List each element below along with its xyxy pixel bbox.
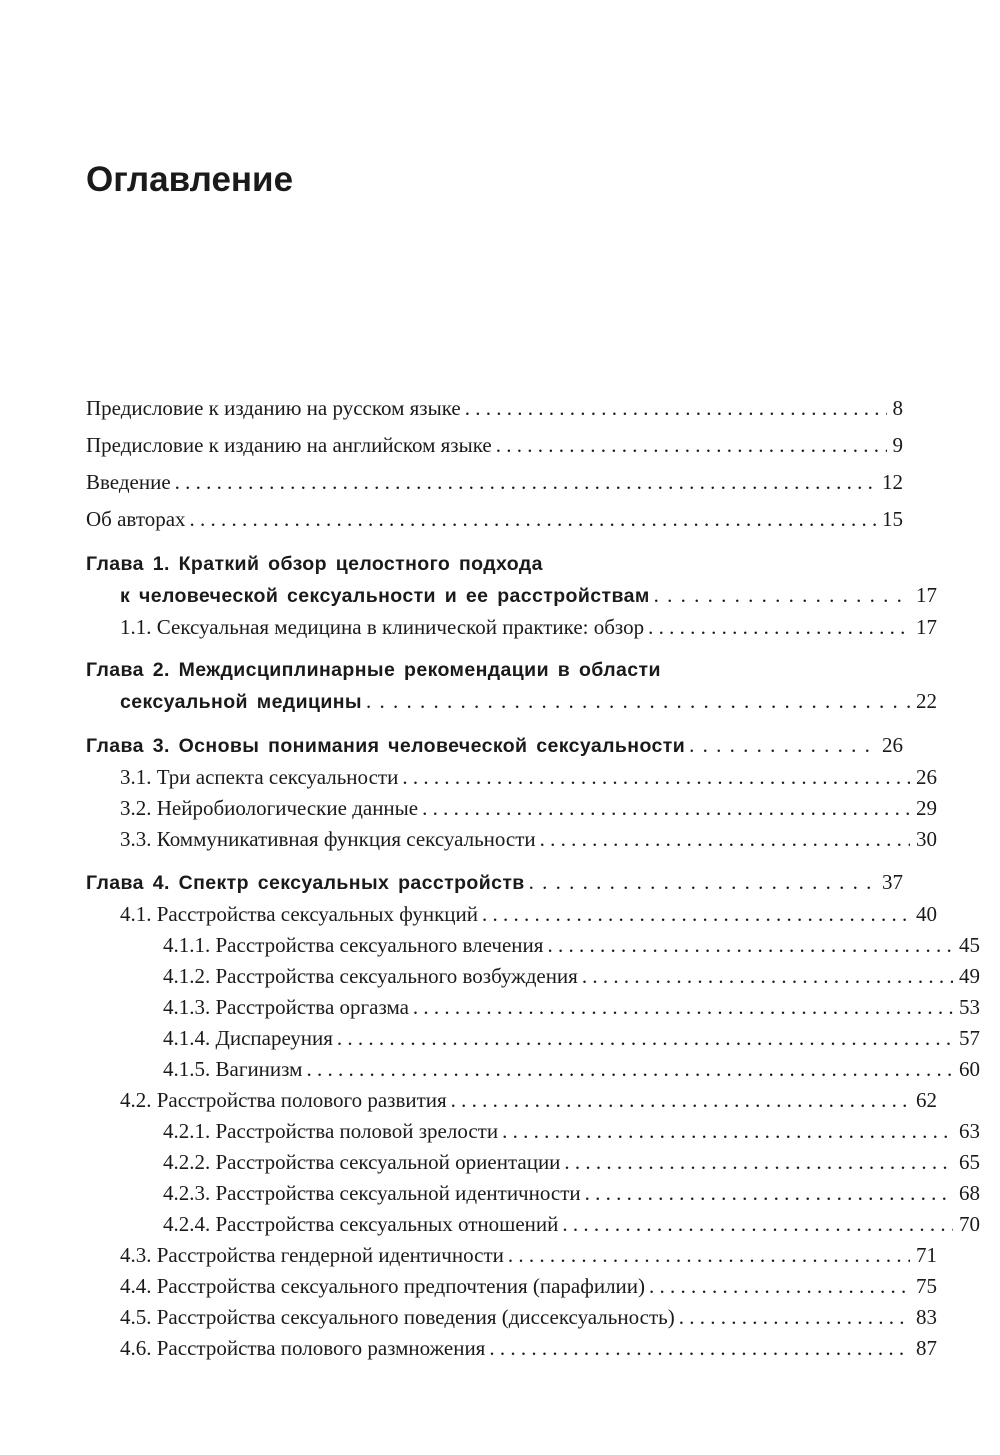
dot-leader (306, 1054, 953, 1085)
entry-page: 40 (916, 902, 937, 926)
dot-leader (402, 762, 910, 793)
entry-title: Предисловие к изданию на английском языке (86, 433, 492, 457)
entry-page: 75 (916, 1274, 937, 1298)
entry-title: 4.2.2. Расстройства сексуальной ориентации (163, 1150, 561, 1174)
dot-leader (582, 961, 953, 992)
dot-leader (649, 1271, 910, 1302)
entry-page: 60 (959, 1057, 980, 1081)
entry-title: Введение (86, 470, 171, 494)
entry-page: 71 (916, 1243, 937, 1267)
dot-leader (366, 686, 910, 717)
dot-leader (190, 504, 876, 535)
toc-subsection-4-1-5[interactable] (86, 1054, 980, 1085)
toc-section-4-2[interactable] (86, 1085, 937, 1116)
entry-page: 30 (916, 827, 937, 851)
dot-leader (465, 393, 887, 424)
dot-leader (489, 1333, 910, 1364)
entry-page: 70 (959, 1212, 980, 1236)
entry-title: 4.2.4. Расстройства сексуальных отношений (163, 1212, 559, 1236)
entry-title: 3.2. Нейробиологические данные (120, 796, 419, 820)
entry-title: 4.1.4. Диспареуния (163, 1026, 333, 1050)
dot-leader (451, 1085, 910, 1116)
entry-title: Об авторах (86, 507, 186, 531)
entry-page: 37 (882, 870, 903, 894)
entry-page: 53 (959, 995, 980, 1019)
toc-section-4-3[interactable] (86, 1240, 937, 1271)
toc-subsection-4-1-4[interactable] (86, 1023, 980, 1054)
toc-section-4-5[interactable] (86, 1302, 937, 1333)
toc-section-3-3[interactable] (86, 824, 937, 855)
toc-entry-preface-en[interactable] (86, 430, 903, 461)
toc-section-4-1[interactable] (86, 899, 937, 930)
entry-page: 62 (916, 1088, 937, 1112)
dot-leader (508, 1240, 910, 1271)
entry-page: 17 (916, 583, 937, 607)
entry-page: 26 (916, 765, 937, 789)
dot-leader (654, 580, 910, 611)
chapter-title-line1: Глава 3. Основы понимания человеческой сексуальности (86, 735, 686, 757)
toc-subsection-4-1-3[interactable] (86, 992, 980, 1023)
dot-leader (689, 730, 876, 761)
entry-title: 4.1.2. Расстройства сексуального возбуждения (163, 964, 578, 988)
toc-subsection-4-2-2[interactable] (86, 1147, 980, 1178)
dot-leader (337, 1023, 953, 1054)
toc-section-3-2[interactable] (86, 793, 937, 824)
page-title: Оглавление (86, 160, 294, 199)
toc-chapter-2[interactable] (86, 655, 937, 718)
entry-title: 4.1.1. Расстройства сексуального влечения (163, 933, 544, 957)
table-of-contents (86, 393, 980, 1364)
entry-title: 3.1. Три аспекта сексуальности (120, 765, 399, 789)
entry-title: 4.2.3. Расстройства сексуальной идентичности (163, 1181, 581, 1205)
dot-leader (175, 467, 876, 498)
entry-title: Предисловие к изданию на русском языке (86, 396, 461, 420)
entry-page: 29 (916, 796, 937, 820)
toc-chapter-1[interactable] (86, 549, 937, 612)
entry-title: 4.5. Расстройства сексуального поведения (диссексуальность) (120, 1305, 675, 1329)
chapter-title-line2: к человеческой сексуальности и ее расстройствам (120, 585, 650, 607)
entry-title: 4.6. Расстройства полового размножения (120, 1336, 486, 1360)
entry-page: 26 (882, 733, 903, 757)
chapter-title-line2: сексуальной медицины (120, 691, 362, 713)
toc-entry-introduction[interactable] (86, 467, 903, 498)
entry-title: 4.4. Расстройства сексуального предпочтения (парафилии) (120, 1274, 646, 1298)
entry-page: 17 (916, 615, 937, 639)
toc-subsection-4-2-4[interactable] (86, 1209, 980, 1240)
dot-leader (648, 612, 910, 643)
entry-page: 45 (959, 933, 980, 957)
dot-leader (422, 793, 910, 824)
toc-section-4-6[interactable] (86, 1333, 937, 1364)
toc-section-1-1[interactable] (86, 612, 937, 643)
dot-leader (529, 867, 876, 898)
entry-page: 12 (882, 470, 903, 494)
entry-page: 9 (892, 433, 903, 457)
entry-page: 65 (959, 1150, 980, 1174)
chapter-title-line1: Глава 4. Спектр сексуальных расстройств (86, 872, 525, 894)
dot-leader (679, 1302, 910, 1333)
dot-leader (502, 1116, 953, 1147)
toc-section-4-4[interactable] (86, 1271, 937, 1302)
entry-page: 57 (959, 1026, 980, 1050)
entry-page: 83 (916, 1305, 937, 1329)
toc-entry-preface-ru[interactable] (86, 393, 903, 424)
entry-page: 15 (882, 507, 903, 531)
toc-entry-about-authors[interactable] (86, 504, 903, 535)
entry-page: 22 (916, 689, 937, 713)
dot-leader (540, 824, 910, 855)
entry-page: 8 (892, 396, 903, 420)
toc-subsection-4-1-2[interactable] (86, 961, 980, 992)
dot-leader (562, 1209, 953, 1240)
toc-chapter-3[interactable] (86, 730, 903, 762)
entry-title: 4.2.1. Расстройства половой зрелости (163, 1119, 499, 1143)
entry-page: 63 (959, 1119, 980, 1143)
chapter-title-line1: Глава 1. Краткий обзор целостного подхода (86, 553, 543, 575)
dot-leader (564, 1147, 953, 1178)
dot-leader (585, 1178, 953, 1209)
entry-title: 4.3. Расстройства гендерной идентичности (120, 1243, 504, 1267)
entry-title: 4.1. Расстройства сексуальных функций (120, 902, 479, 926)
toc-chapter-4[interactable] (86, 867, 903, 899)
toc-subsection-4-1-1[interactable] (86, 930, 980, 961)
entry-title: 4.1.5. Вагинизм (163, 1057, 303, 1081)
dot-leader (496, 430, 887, 461)
toc-subsection-4-2-1[interactable] (86, 1116, 980, 1147)
entry-title: 4.1.3. Расстройства оргазма (163, 995, 409, 1019)
dot-leader (482, 899, 910, 930)
chapter-title-line1: Глава 2. Междисциплинарные рекомендации в области (86, 659, 661, 681)
toc-section-3-1[interactable] (86, 762, 937, 793)
entry-page: 87 (916, 1336, 937, 1360)
toc-subsection-4-2-3[interactable] (86, 1178, 980, 1209)
entry-title: 1.1. Сексуальная медицина в клинической практике: обзор (120, 615, 645, 639)
entry-page: 49 (959, 964, 980, 988)
dot-leader (547, 930, 953, 961)
entry-title: 3.3. Коммуникативная функция сексуальности (120, 827, 536, 851)
dot-leader (413, 992, 953, 1023)
entry-page: 68 (959, 1181, 980, 1205)
entry-title: 4.2. Расстройства полового развития (120, 1088, 447, 1112)
